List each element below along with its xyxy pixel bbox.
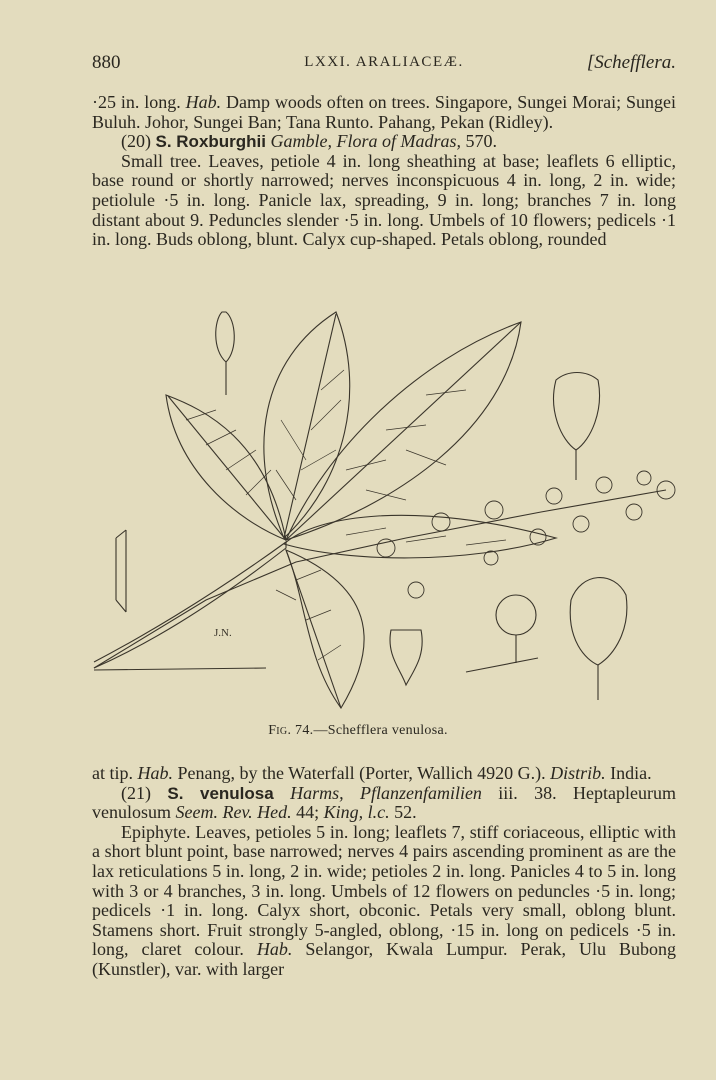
hab-label: Hab. [137, 763, 173, 783]
page-number: 880 [92, 52, 121, 73]
species-number: (21) [121, 782, 168, 803]
text-run: Selangor, Kwala Lumpur. Perak, Ulu Bubong (Kunstler), var. with larger [92, 939, 676, 979]
citation: Seem. Rev. Hed. [175, 802, 292, 823]
species-description [92, 823, 676, 980]
genus-heading: [Schefflera. [586, 52, 676, 73]
species-description: Small tree. Leaves, petiole 4 in. long sheathing at base; leaflets 6 elliptic, base round or shortly narrowed; nerves inconspicuous 4 in. long, 2 in. wide; petiolule ·5 in. long. Panicle lax, spreading, 9 in. long; branches 7 in. long distant about 9. Peduncles slender ·5 in. long. Umbels of 10 flowers; pedicels ·1 in. long. Buds oblong, blunt. Calyx cup-shaped. Petals oblong, rounded [92, 150, 676, 250]
text-run: 570. [461, 131, 497, 152]
figure-number: Fig. 74. [268, 723, 314, 738]
species-heading [92, 132, 676, 152]
figure-caption [0, 723, 716, 739]
leaf-veins [186, 370, 506, 660]
text-run: 44; [291, 802, 324, 823]
text-run: Epiphyte. Leaves, petioles 5 in. long; leaflets 7, stiff coriaceous, elliptic with a short blunt point, base narrowed; nerves 4 pairs ascending prominent as are the lax reticulations 5 in. long, 2 in. wide; petioles 2 in. long. Panicles 4 to 5 in. long with 3 or 4 branches, 3 in. long. Umbels of 12 flowers on peduncles ·5 in. long; pedicels ·1 in. long. Calyx short, obconic. Petals very small, oblong blunt. Stamens short. Fruit strongly 5-angled, oblong, ·15 in. long on pedicels ·5 in. long, claret colour. [92, 821, 676, 960]
stem-section-detail [116, 530, 126, 612]
species-name: S. Roxburghii [155, 132, 266, 152]
hab-label: Hab. [256, 939, 293, 960]
distrib-label: Distrib. [550, 763, 606, 783]
fruit-detail [570, 578, 627, 700]
illustrator-initials: J.N. [214, 627, 232, 639]
paragraph [92, 93, 676, 132]
main-branch [94, 490, 666, 668]
top-text-block [92, 93, 676, 250]
leaf [286, 550, 364, 708]
flower-detail [390, 595, 538, 685]
leaf-midrib [284, 314, 336, 538]
text-run [274, 783, 290, 803]
bud-detail [554, 373, 600, 481]
paragraph [92, 764, 676, 784]
text-run: Damp woods often on trees. Singapore, Sungei Morai; Sungei Buluh. Johor, Sungei Ban; Tana Runto. Pahang, Pekan (Ridley). [92, 92, 676, 132]
figure-title: —Schefflera venulosa. [313, 723, 448, 738]
section-title: LXXI. ARALIACEÆ. [304, 54, 464, 70]
text-run: 52. [389, 802, 417, 823]
petiole [94, 542, 286, 668]
text-run: Penang, by the Waterfall (Porter, Wallich 4920 G.). [173, 763, 551, 783]
leaf [284, 515, 556, 558]
text-run: at tip. [92, 763, 138, 783]
citation: King, l.c. [323, 802, 390, 823]
botanical-illustration [86, 300, 691, 725]
text-run: ·25 in. long. [92, 92, 186, 112]
species-name: S. venulosa [167, 783, 274, 803]
hab-label: Hab. [185, 92, 222, 112]
species-number: (20) [121, 131, 156, 152]
species-authority: Harms, Pflanzenfamilien [290, 782, 482, 803]
bottom-text-block [92, 764, 676, 980]
species-authority: Gamble, Flora of Madras, [270, 131, 461, 152]
text-run: India. [605, 763, 652, 783]
species-heading [92, 784, 676, 823]
text-run: iii. 38. Heptapleurum venulosum [92, 782, 676, 823]
running-header [92, 52, 676, 76]
leaf-sheath-edge [94, 668, 266, 670]
stamen-detail [216, 312, 235, 395]
